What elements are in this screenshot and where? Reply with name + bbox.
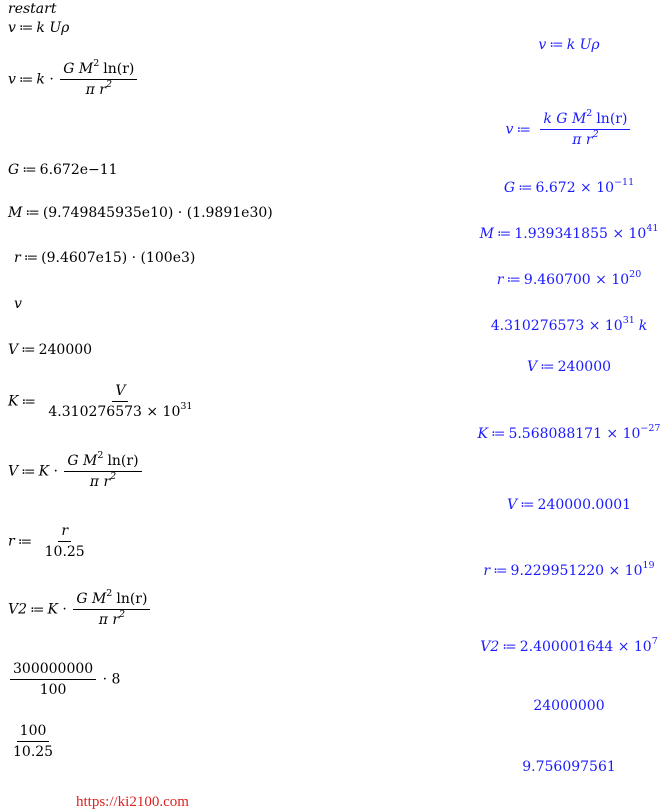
- fraction: [45, 382, 195, 421]
- rhs: k Uρ: [566, 37, 600, 53]
- numerator-a: G M: [67, 453, 98, 469]
- output-V2-formula: [384, 636, 663, 655]
- input-v-formula[interactable]: v ≔ k · $\frac{G M^2 \ln(r)}{\pi r^2}$: [8, 60, 139, 99]
- output-v-formula: [384, 110, 663, 149]
- assign-op: ≔: [520, 497, 535, 513]
- lhs: r: [496, 272, 504, 288]
- lhs: K: [477, 426, 488, 442]
- numerator-a: k G M: [543, 111, 587, 127]
- denominator-exponent: 31: [180, 401, 193, 412]
- output-G: [384, 177, 663, 196]
- fraction: [60, 60, 137, 99]
- input-V-formula[interactable]: V ≔ K · $\frac{G M^2 \ln(r)}{\pi r^2}$: [8, 452, 144, 491]
- lhs: G: [8, 162, 20, 178]
- lhs: K: [8, 393, 19, 410]
- assign-op: ≔: [502, 639, 517, 655]
- assign-op: ≔: [21, 342, 36, 358]
- lhs: V2: [8, 601, 28, 618]
- numerator: V: [112, 382, 128, 402]
- rhs: (9.749845935e10) · (1.9891e30): [42, 205, 273, 221]
- numerator-exponent: 2: [586, 108, 593, 119]
- assign-op: ≔: [17, 533, 33, 550]
- exponent: 19: [642, 560, 655, 571]
- output-calc1: 24000000: [533, 698, 605, 714]
- lhs: r: [483, 563, 491, 579]
- rhs: k Uρ: [36, 20, 70, 36]
- input-G[interactable]: [8, 162, 118, 178]
- denominator: 10.25: [13, 744, 54, 760]
- numerator: 300000000: [10, 660, 96, 680]
- assign-op: ≔: [493, 563, 508, 579]
- numerator-b: ln(r): [116, 591, 148, 607]
- assign-op: ≔: [496, 226, 512, 242]
- assign-op: ≔: [21, 463, 36, 480]
- numerator: r: [58, 522, 71, 542]
- input-calc2[interactable]: [8, 722, 58, 761]
- mantissa: 2.400001644 × 10: [519, 639, 652, 655]
- output-K: [384, 423, 663, 442]
- lhs: G: [503, 180, 516, 196]
- mantissa: 9.460700 × 10: [523, 272, 630, 288]
- rhs: 240000.0001: [537, 497, 632, 513]
- lhs: v: [505, 121, 514, 138]
- numerator-exponent: 2: [97, 450, 104, 461]
- numerator-b: ln(r): [103, 61, 135, 77]
- assign-op: ≔: [22, 162, 37, 178]
- output-V-formula: [384, 497, 663, 513]
- denominator-exponent: 2: [119, 609, 126, 620]
- assign-op: ≔: [25, 205, 40, 221]
- watermark-url[interactable]: https://ki2100.com: [76, 794, 189, 810]
- assign-op: ≔: [21, 393, 36, 410]
- denominator: π r: [572, 132, 593, 148]
- coef: K: [47, 601, 58, 618]
- mantissa: 5.568088171 × 10: [508, 426, 641, 442]
- variable: k: [638, 318, 648, 334]
- lhs: r: [14, 250, 21, 266]
- output-v-eval: [384, 315, 663, 334]
- assign-op: ≔: [18, 71, 34, 88]
- assign-op: ≔: [23, 250, 39, 266]
- input-v-definition[interactable]: [8, 20, 69, 36]
- lhs: v: [8, 20, 16, 36]
- numerator-exponent: 2: [93, 58, 100, 69]
- numerator: 100: [17, 722, 50, 742]
- rhs: 240000: [557, 359, 612, 375]
- lhs: V: [506, 497, 518, 513]
- output-V: [384, 359, 663, 375]
- denominator: 100: [39, 682, 67, 698]
- numerator-a: G M: [63, 61, 94, 77]
- fraction: [64, 452, 141, 491]
- fraction: [540, 110, 630, 149]
- assign-op: ≔: [506, 272, 521, 288]
- fraction: [42, 522, 88, 561]
- denominator: π r: [85, 82, 106, 98]
- rhs: (9.4607e15) · (100e3): [41, 250, 196, 266]
- denominator-exponent: 2: [592, 129, 599, 140]
- lhs: M: [8, 205, 23, 221]
- lhs: v: [8, 71, 16, 88]
- input-V2-formula[interactable]: V2 ≔ K · $\frac{G M^2 \ln(r)}{\pi r^2}$: [8, 590, 152, 629]
- output-calc2: 9.756097561: [522, 759, 616, 775]
- denominator-exponent: 2: [110, 471, 117, 482]
- input-calc1[interactable]: $\frac{300000000}{100}$ · 8: [8, 660, 120, 699]
- lhs: V: [526, 359, 538, 375]
- numerator-exponent: 2: [106, 588, 113, 599]
- mantissa: 4.310276573 × 10: [490, 318, 623, 334]
- numerator-b: ln(r): [107, 453, 139, 469]
- fraction: [73, 590, 150, 629]
- lhs: V: [8, 463, 19, 480]
- input-v-eval[interactable]: v: [14, 296, 22, 312]
- fraction: [10, 660, 96, 699]
- mantissa: 1.939341855 × 10: [514, 226, 647, 242]
- output-M: [384, 223, 663, 242]
- lhs: r: [8, 533, 15, 550]
- numerator-b: ln(r): [596, 111, 628, 127]
- assign-op: ≔: [18, 20, 34, 36]
- assign-op: ≔: [540, 359, 555, 375]
- denominator: π r: [89, 474, 111, 490]
- denominator-mantissa: 4.310276573 × 10: [48, 404, 181, 420]
- output-r: [384, 269, 663, 288]
- numerator-a: G M: [76, 591, 107, 607]
- output-v-definition: [384, 37, 663, 53]
- assign-op: ≔: [549, 37, 564, 53]
- restart-command[interactable]: restart: [8, 1, 57, 17]
- assign-op: ≔: [30, 601, 45, 618]
- factor: 8: [111, 671, 121, 688]
- rhs: 240000: [38, 342, 93, 358]
- input-M[interactable]: [8, 205, 273, 221]
- input-K[interactable]: [8, 382, 197, 421]
- fraction: [10, 722, 56, 761]
- output-r-div: [384, 560, 663, 579]
- lhs: V: [8, 342, 19, 358]
- denominator: π r: [98, 612, 120, 628]
- exponent: −11: [614, 177, 635, 188]
- lhs: V2: [480, 639, 500, 655]
- mantissa: 6.672 × 10: [535, 180, 615, 196]
- assign-op: ≔: [490, 426, 506, 442]
- input-r-div[interactable]: [8, 522, 90, 561]
- exponent: 20: [629, 269, 642, 280]
- input-V[interactable]: [8, 342, 92, 358]
- coef: k: [36, 71, 45, 88]
- exponent: −27: [640, 423, 661, 434]
- denominator-exponent: 2: [105, 79, 112, 90]
- exponent: 31: [622, 315, 635, 326]
- exponent: 7: [651, 636, 658, 647]
- assign-op: ≔: [516, 121, 531, 138]
- exponent: 41: [646, 223, 659, 234]
- lhs: v: [538, 37, 547, 53]
- rhs: 6.672e−11: [39, 162, 118, 178]
- input-r[interactable]: [14, 250, 195, 266]
- assign-op: ≔: [518, 180, 533, 196]
- denominator: 10.25: [44, 544, 85, 560]
- coef: K: [38, 463, 50, 480]
- lhs: M: [479, 226, 494, 242]
- mantissa: 9.229951220 × 10: [510, 563, 643, 579]
